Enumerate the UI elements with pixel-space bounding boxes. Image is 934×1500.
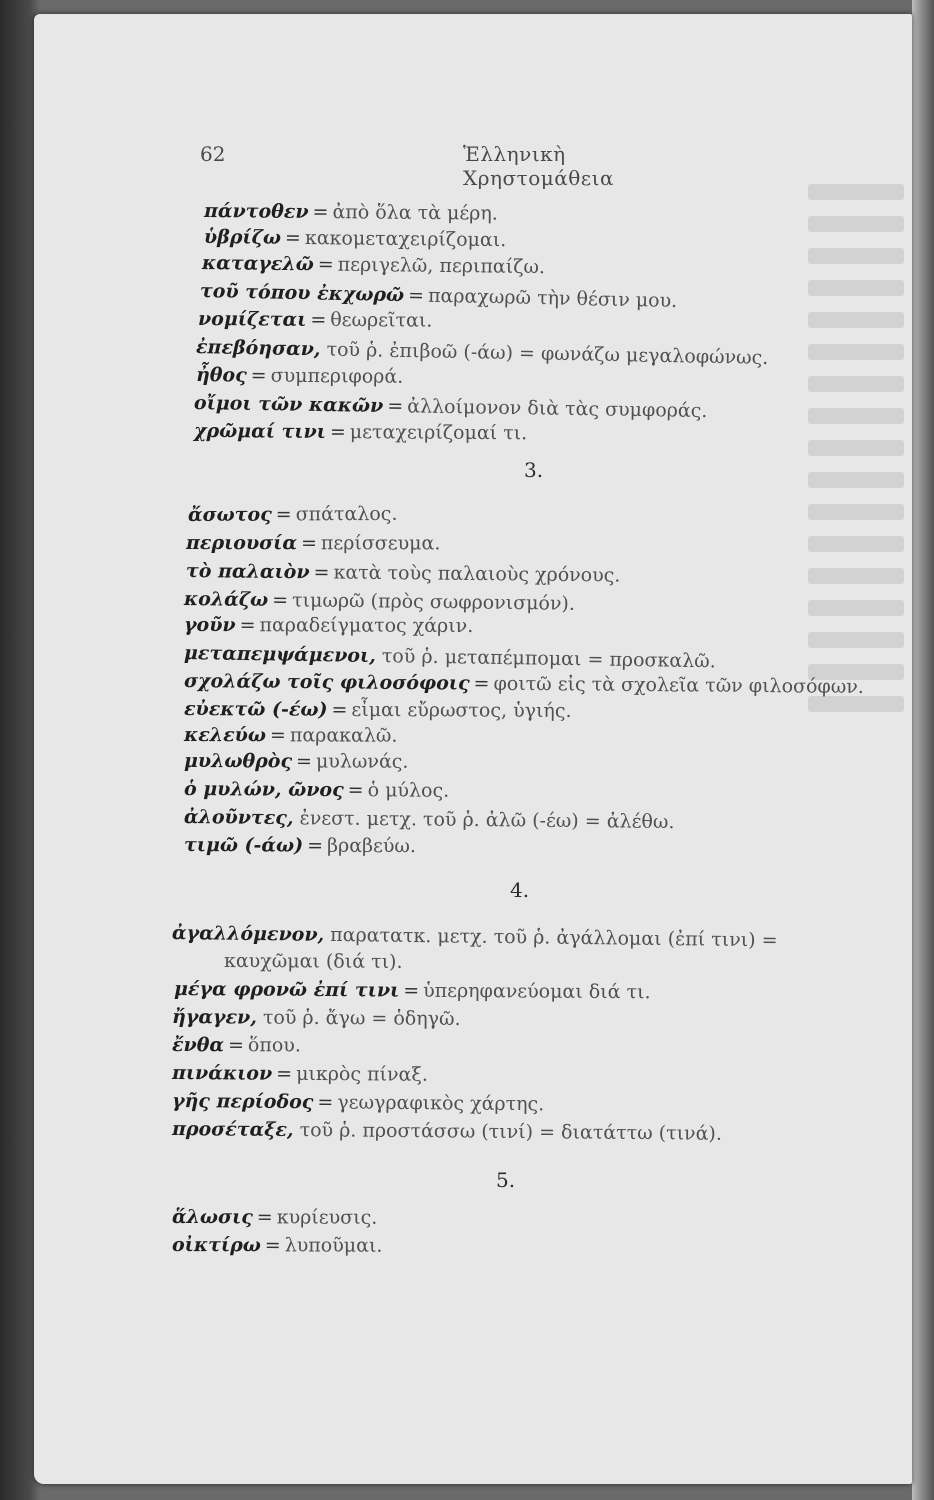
entry-lemma: ἦθος bbox=[195, 364, 247, 387]
equals-sign: = bbox=[317, 1091, 334, 1114]
entry-gloss: θεωρεῖται. bbox=[330, 308, 433, 332]
equals-sign: = bbox=[300, 532, 317, 555]
entry-lemma: οἴμοι τῶν κακῶν bbox=[193, 392, 384, 417]
glossary-entry bbox=[184, 804, 675, 835]
glossary-entry bbox=[184, 748, 409, 775]
entry-lemma: ἤγαγεν, bbox=[171, 1006, 257, 1029]
book-spine-edge bbox=[912, 0, 934, 1500]
entry-gloss: ἀπὸ ὅλα τὰ μέρη. bbox=[332, 201, 498, 225]
entry-gloss: λυποῦμαι. bbox=[284, 1234, 383, 1257]
entry-gloss: τοῦ ῥ. ἐπιβοῶ (-άω) = φωνάζω μεγαλοφώνως. bbox=[326, 338, 769, 369]
book-page bbox=[34, 14, 912, 1484]
glossary-entry bbox=[172, 1004, 461, 1032]
glossary-entry bbox=[172, 1060, 428, 1088]
equals-sign: = bbox=[264, 1234, 281, 1257]
equals-sign: = bbox=[256, 1206, 273, 1229]
glossary-entry bbox=[184, 668, 864, 700]
glossary-entry bbox=[184, 832, 416, 859]
section-number: 5. bbox=[496, 1168, 516, 1192]
entry-lemma: οἰκτίρω bbox=[171, 1234, 261, 1257]
glossary-entry bbox=[188, 501, 398, 528]
entry-lemma: μεταπεμψάμενοι, bbox=[183, 642, 377, 668]
running-title: Ἑλληνικὴ Χρηστομάθεια bbox=[463, 142, 614, 190]
entry-lemma: εὐεκτῶ (-έω) bbox=[183, 698, 328, 721]
entry-gloss: ἀλλοίμονον διὰ τὰς συμφοράς. bbox=[407, 395, 708, 423]
glossary-entry bbox=[224, 948, 403, 975]
entry-lemma: ἐπεβόησαν, bbox=[195, 336, 321, 361]
entry-gloss: παρακαλῶ. bbox=[289, 724, 398, 747]
entry-gloss: παρατατκ. μετχ. τοῦ ῥ. ἀγάλλομαι (ἐπί τινι) = bbox=[330, 923, 778, 952]
entry-gloss: σπάταλος. bbox=[295, 502, 398, 526]
entry-lemma: ἄσωτος bbox=[187, 503, 272, 526]
entry-gloss: φοιτῶ εἰς τὰ σχολεῖα τῶν φιλοσόφων. bbox=[493, 672, 864, 698]
glossary-entry bbox=[184, 776, 449, 804]
page-header bbox=[200, 142, 720, 190]
entry-gloss: γεωγραφικὸς χάρτης. bbox=[337, 1091, 545, 1116]
glossary-entry bbox=[196, 362, 403, 390]
glossary-entry bbox=[172, 1204, 377, 1231]
glossary-entry bbox=[198, 306, 433, 334]
equals-sign: = bbox=[275, 503, 292, 526]
entry-lemma: ἀγαλλόμενον, bbox=[171, 922, 325, 946]
entry-lemma: τιμῶ (-άω) bbox=[183, 834, 304, 857]
entry-gloss: ὁ μύλος. bbox=[367, 779, 450, 802]
entry-gloss: κυρίευσις. bbox=[276, 1206, 378, 1229]
equals-sign: = bbox=[347, 779, 364, 802]
entry-lemma: ἀλοῦντες, bbox=[183, 806, 294, 830]
entry-gloss: παραχωρῶ τὴν θέσιν μου. bbox=[427, 284, 678, 312]
equals-sign: = bbox=[407, 284, 425, 307]
glossary-entry bbox=[172, 1088, 544, 1117]
entry-lemma: πινάκιον bbox=[171, 1062, 273, 1085]
equals-sign: = bbox=[239, 614, 256, 637]
glossary-entry bbox=[194, 418, 527, 446]
entry-lemma: σχολάζω τοῖς φιλοσόφοις bbox=[183, 670, 470, 695]
entry-gloss: εἶμαι εὔρωστος, ὑγιής. bbox=[351, 698, 572, 723]
entry-gloss: τιμωρῶ (πρὸς σωφρονισμόν). bbox=[291, 589, 576, 615]
entry-lemma: χρῶμαί τινι bbox=[193, 420, 326, 443]
entry-lemma: κελεύω bbox=[183, 724, 266, 747]
entry-gloss: καυχῶμαι (διά τι). bbox=[223, 950, 403, 973]
glossary-entry bbox=[184, 696, 572, 724]
entry-gloss: συμπεριφορά. bbox=[270, 364, 404, 388]
equals-sign: = bbox=[307, 834, 324, 857]
equals-sign: = bbox=[296, 750, 313, 773]
equals-sign: = bbox=[310, 308, 327, 331]
glossary-entry bbox=[184, 722, 398, 749]
glossary-entry bbox=[184, 612, 473, 639]
entry-gloss: μυλωνάς. bbox=[315, 750, 409, 773]
entry-gloss: βραβεύω. bbox=[327, 834, 417, 858]
entry-lemma: ὁ μυλών, ῶνος bbox=[183, 778, 344, 802]
entry-gloss: μεταχειρίζομαί τι. bbox=[349, 421, 528, 445]
equals-sign: = bbox=[331, 698, 348, 721]
glossary-entry bbox=[186, 530, 440, 556]
section-number: 4. bbox=[510, 878, 530, 902]
entry-lemma: τοῦ τόπου ἐκχωρῶ bbox=[199, 280, 405, 307]
entry-gloss: ὑπερηφανεύομαι διά τι. bbox=[423, 979, 651, 1004]
equals-sign: = bbox=[272, 589, 289, 612]
entry-gloss: κακομεταχειρίζομαι. bbox=[304, 227, 507, 252]
entry-gloss: μικρὸς πίναξ. bbox=[296, 1062, 428, 1086]
entry-lemma: τὸ παλαιὸν bbox=[185, 560, 310, 584]
equals-sign: = bbox=[329, 420, 346, 444]
glossary-entry bbox=[174, 976, 651, 1005]
entry-lemma: νομίζεται bbox=[197, 308, 307, 331]
equals-sign: = bbox=[250, 364, 267, 387]
entry-gloss: τοῦ ῥ. προστάσσω (τινί) = διατάττω (τινά). bbox=[299, 1119, 723, 1145]
glossary-entry bbox=[172, 1116, 722, 1147]
equals-sign: = bbox=[403, 979, 420, 1002]
equals-sign: = bbox=[227, 1034, 244, 1057]
equals-sign: = bbox=[269, 724, 286, 747]
equals-sign: = bbox=[313, 561, 330, 584]
entry-gloss: περίσσευμα. bbox=[320, 532, 441, 555]
entry-gloss: παραδείγματος χάριν. bbox=[259, 614, 474, 638]
equals-sign: = bbox=[312, 200, 329, 224]
entry-lemma: γῆς περίοδος bbox=[171, 1090, 314, 1114]
section-number: 3. bbox=[524, 458, 544, 482]
entry-lemma: ὑβρίζω bbox=[203, 226, 282, 249]
entry-lemma: μυλωθρὸς bbox=[183, 750, 293, 773]
entry-gloss: περιγελῶ, περιπαίζω. bbox=[337, 253, 546, 279]
glossary-entry bbox=[202, 250, 545, 280]
equals-sign: = bbox=[317, 253, 334, 276]
entry-lemma: μέγα φρονῶ ἐπί τινι bbox=[173, 978, 400, 1002]
entry-lemma: γοῦν bbox=[183, 614, 236, 637]
equals-sign: = bbox=[284, 226, 302, 250]
entry-gloss: κατὰ τοὺς παλαιοὺς χρόνους. bbox=[333, 561, 621, 587]
entry-lemma: περιουσία bbox=[185, 532, 297, 555]
glossary-entry bbox=[186, 558, 621, 589]
entry-lemma: προσέταξε, bbox=[171, 1118, 294, 1142]
glossary-entry bbox=[172, 1232, 383, 1259]
glossary-entry bbox=[204, 198, 498, 227]
entry-lemma: ἅλωσις bbox=[171, 1206, 253, 1229]
entry-lemma: καταγελῶ bbox=[201, 252, 314, 276]
entry-lemma: πάντοθεν bbox=[203, 200, 309, 223]
page-number: 62 bbox=[200, 142, 226, 166]
entry-gloss: τοῦ ῥ. ἄγω = ὁδηγῶ. bbox=[262, 1006, 461, 1031]
equals-sign: = bbox=[473, 672, 490, 695]
glossary-entry bbox=[204, 224, 507, 253]
entry-lemma: κολάζω bbox=[183, 588, 269, 612]
entry-lemma: ἔνθα bbox=[171, 1034, 225, 1057]
show-through-text bbox=[808, 184, 904, 744]
entry-gloss: ἐνεστ. μετχ. τοῦ ῥ. ἀλῶ (-έω) = ἀλέθω. bbox=[299, 807, 675, 834]
entry-gloss: ὅπου. bbox=[247, 1034, 301, 1057]
equals-sign: = bbox=[276, 1062, 293, 1085]
equals-sign: = bbox=[387, 395, 404, 418]
entry-gloss: τοῦ ῥ. μεταπέμπομαι = προσκαλῶ. bbox=[381, 645, 716, 673]
glossary-entry bbox=[172, 1032, 301, 1058]
